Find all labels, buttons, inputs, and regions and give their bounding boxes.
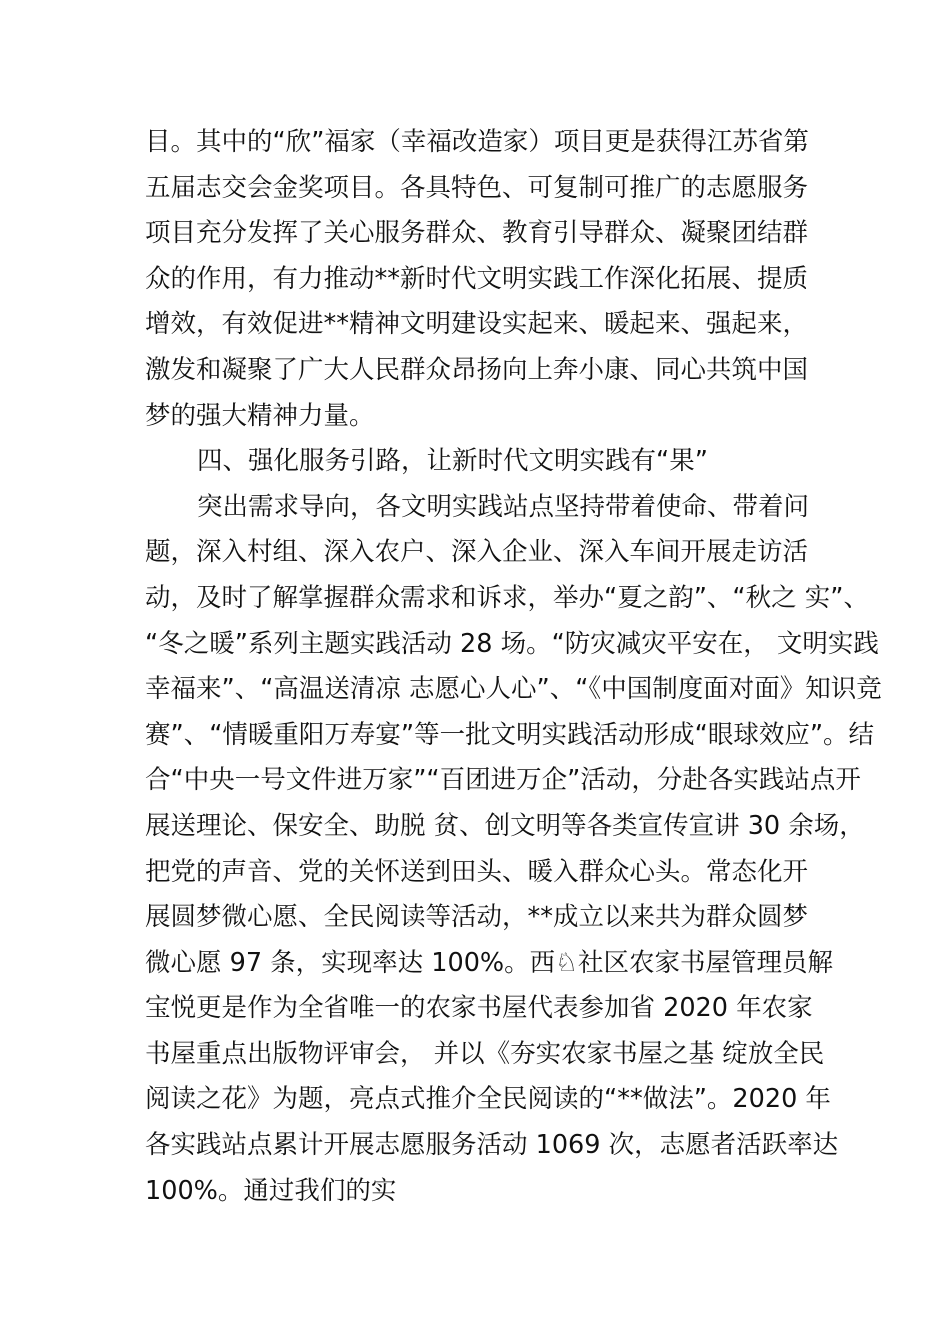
text-line-21: 书屋重点出版物评审会， 并以《夯实农家书屋之基 绽放全民 xyxy=(145,1038,825,1069)
text-line-18: 展圆梦微心愿、全民阅读等活动，**成立以来共为群众圆梦 xyxy=(145,902,809,933)
text-line-6: 激发和凝聚了广大人民群众昂扬向上奔小康、同心共筑中国 xyxy=(145,354,809,385)
text-line-3: 项目充分发挥了关心服务群众、教育引导群众、凝聚团结群 xyxy=(145,218,809,249)
text-line-16: 展送理论、保安全、助脱 贫、创文明等各类宣传宣讲 30 余场， xyxy=(145,810,865,841)
text-line-2: 五届志交会金奖项目。各具特色、可复制可推广的志愿服务 xyxy=(145,172,809,203)
text-line-24: 100%。通过我们的实 xyxy=(145,1175,397,1206)
text-line-19: 微心愿 97 条，实现率达 100%。西♘社区农家书屋管理员解 xyxy=(145,947,834,978)
body-text xyxy=(145,120,882,1214)
text-line-5: 增效，有效促进**精神文明建设实起来、暖起来、强起来， xyxy=(145,309,809,340)
text-line-20: 宝悦更是作为全省唯一的农家书屋代表参加省 2020 年农家 xyxy=(145,993,813,1024)
text-line-17: 把党的声音、党的关怀送到田头、暖入群众心头。常态化开 xyxy=(145,856,809,887)
text-line-23: 各实践站点累计开展志愿服务活动 1069 次，志愿者活跃率达 xyxy=(145,1130,839,1161)
text-line-13: 幸福来”、“高温送清凉 志愿心人心”、“《中国制度面对面》知识竞 xyxy=(145,674,882,705)
text-line-4: 众的作用，有力推动**新时代文明实践工作深化拓展、提质 xyxy=(145,263,809,294)
section-heading: 四、强化服务引路，让新时代文明实践有“果” xyxy=(197,446,708,477)
text-line-9: 突出需求导向，各文明实践站点坚持带着使命、带着问 xyxy=(197,491,810,522)
text-line-11: 动，及时了解掌握群众需求和诉求，举办“夏之韵”、“秋之 实”、 xyxy=(145,582,869,613)
text-line-15: 合“中央一号文件进万家”“百团进万企”活动，分赴各实践站点开 xyxy=(145,765,861,796)
text-line-14: 赛”、“情暖重阳万寿宴”等一批文明实践活动形成“眼球效应”。结 xyxy=(145,719,875,750)
text-line-10: 题，深入村组、深入农户、深入企业、深入车间开展走访活 xyxy=(145,537,809,568)
text-line-7: 梦的强大精神力量。 xyxy=(145,400,375,431)
text-line-12: “冬之暖”系列主题实践活动 28 场。“防灾减灾平安在， 文明实践 xyxy=(145,628,879,659)
text-line-1: 目。其中的“欣”福家（幸福改造家）项目更是获得江苏省第 xyxy=(145,127,809,157)
text-line-22: 阅读之花》为题，亮点式推介全民阅读的“**做法”。2020 年 xyxy=(145,1084,831,1115)
